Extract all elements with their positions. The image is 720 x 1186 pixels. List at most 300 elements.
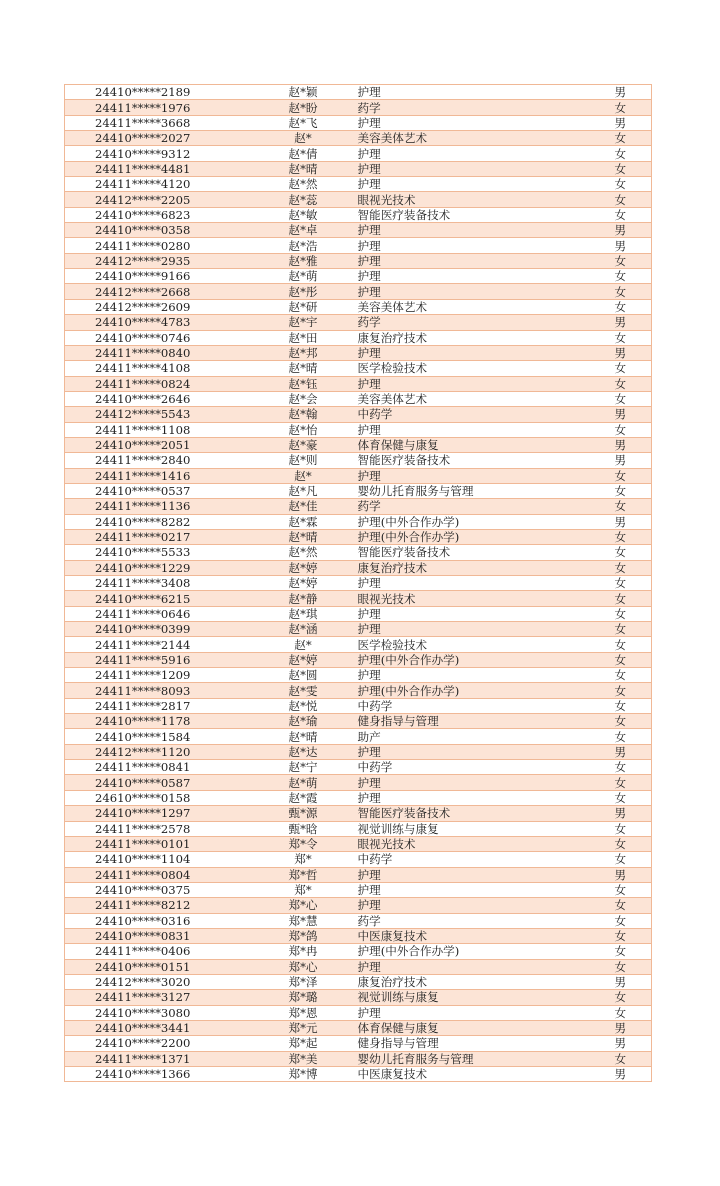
major-cell: 护理 <box>352 177 590 192</box>
major-cell: 康复治疗技术 <box>352 974 590 989</box>
student-id-cell: 24411*****1976 <box>65 100 255 115</box>
gender-cell: 男 <box>590 223 652 238</box>
student-name-cell: 赵*卓 <box>255 223 352 238</box>
table-row <box>65 85 652 100</box>
student-name-cell: 赵*田 <box>255 330 352 345</box>
gender-cell: 女 <box>590 990 652 1005</box>
gender-cell: 女 <box>590 591 652 606</box>
gender-cell: 女 <box>590 852 652 867</box>
student-name-cell: 赵*静 <box>255 591 352 606</box>
student-id-cell: 24410*****0151 <box>65 959 255 974</box>
table-row <box>65 330 652 345</box>
gender-cell: 女 <box>590 576 652 591</box>
major-cell: 中药学 <box>352 407 590 422</box>
student-id-cell: 24412*****2935 <box>65 253 255 268</box>
student-name-cell: 赵*敏 <box>255 207 352 222</box>
table-row <box>65 852 652 867</box>
gender-cell: 男 <box>590 806 652 821</box>
student-name-cell: 郑*博 <box>255 1067 352 1082</box>
student-id-cell: 24411*****3668 <box>65 115 255 130</box>
student-id-cell: 24610*****0158 <box>65 790 255 805</box>
student-name-cell: 郑*起 <box>255 1036 352 1051</box>
major-cell: 护理 <box>352 115 590 130</box>
gender-cell: 女 <box>590 913 652 928</box>
student-id-cell: 24412*****5543 <box>65 407 255 422</box>
table-row <box>65 131 652 146</box>
student-name-cell: 赵*浩 <box>255 238 352 253</box>
gender-cell: 女 <box>590 529 652 544</box>
major-cell: 眼视光技术 <box>352 836 590 851</box>
major-cell: 智能医疗装备技术 <box>352 545 590 560</box>
student-name-cell: 郑*令 <box>255 836 352 851</box>
gender-cell: 女 <box>590 560 652 575</box>
student-id-cell: 24411*****1108 <box>65 422 255 437</box>
student-name-cell: 赵*瑜 <box>255 714 352 729</box>
student-name-cell: 赵*钰 <box>255 376 352 391</box>
student-id-cell: 24410*****0358 <box>65 223 255 238</box>
student-id-cell: 24411*****2144 <box>65 637 255 652</box>
major-cell: 护理 <box>352 1005 590 1020</box>
student-id-cell: 24410*****5533 <box>65 545 255 560</box>
student-id-cell: 24412*****2609 <box>65 299 255 314</box>
gender-cell: 女 <box>590 284 652 299</box>
gender-cell: 女 <box>590 361 652 376</box>
gender-cell: 女 <box>590 775 652 790</box>
student-name-cell: 郑*美 <box>255 1051 352 1066</box>
student-id-cell: 24410*****1229 <box>65 560 255 575</box>
student-id-cell: 24410*****1104 <box>65 852 255 867</box>
student-id-cell: 24411*****5916 <box>65 652 255 667</box>
table-row <box>65 177 652 192</box>
gender-cell: 女 <box>590 790 652 805</box>
table-row <box>65 790 652 805</box>
table-row <box>65 560 652 575</box>
student-name-cell: 赵* <box>255 131 352 146</box>
major-cell: 医学检验技术 <box>352 637 590 652</box>
table-row <box>65 284 652 299</box>
table-row <box>65 698 652 713</box>
student-id-cell: 24411*****0804 <box>65 867 255 882</box>
student-id-cell: 24411*****0824 <box>65 376 255 391</box>
student-name-cell: 赵*萌 <box>255 775 352 790</box>
student-id-cell: 24410*****3080 <box>65 1005 255 1020</box>
student-name-cell: 赵*涵 <box>255 622 352 637</box>
gender-cell: 女 <box>590 468 652 483</box>
table-row <box>65 207 652 222</box>
gender-cell: 女 <box>590 729 652 744</box>
student-name-cell: 赵*婷 <box>255 576 352 591</box>
student-name-cell: 赵*萌 <box>255 269 352 284</box>
table-row <box>65 928 652 943</box>
table-row <box>65 299 652 314</box>
major-cell: 康复治疗技术 <box>352 560 590 575</box>
gender-cell: 男 <box>590 974 652 989</box>
gender-cell: 男 <box>590 437 652 452</box>
student-id-cell: 24410*****2646 <box>65 391 255 406</box>
major-cell: 护理 <box>352 576 590 591</box>
gender-cell: 女 <box>590 944 652 959</box>
student-name-cell: 赵*晴 <box>255 361 352 376</box>
student-name-cell: 郑*恩 <box>255 1005 352 1020</box>
gender-cell: 女 <box>590 760 652 775</box>
gender-cell: 男 <box>590 1020 652 1035</box>
student-name-cell: 赵*达 <box>255 744 352 759</box>
gender-cell: 女 <box>590 622 652 637</box>
major-cell: 美容美体艺术 <box>352 131 590 146</box>
table-row <box>65 115 652 130</box>
major-cell: 护理 <box>352 898 590 913</box>
student-id-cell: 24410*****0831 <box>65 928 255 943</box>
student-name-cell: 赵*豪 <box>255 437 352 452</box>
table-row <box>65 161 652 176</box>
student-name-cell: 郑*冉 <box>255 944 352 959</box>
major-cell: 中药学 <box>352 852 590 867</box>
major-cell: 护理 <box>352 238 590 253</box>
student-id-cell: 24411*****0280 <box>65 238 255 253</box>
table-row <box>65 483 652 498</box>
major-cell: 药学 <box>352 499 590 514</box>
student-name-cell: 赵*佳 <box>255 499 352 514</box>
gender-cell: 女 <box>590 821 652 836</box>
major-cell: 智能医疗装备技术 <box>352 453 590 468</box>
student-id-cell: 24411*****4481 <box>65 161 255 176</box>
gender-cell: 女 <box>590 714 652 729</box>
student-id-cell: 24410*****9166 <box>65 269 255 284</box>
student-name-cell: 赵*宇 <box>255 315 352 330</box>
gender-cell: 女 <box>590 545 652 560</box>
major-cell: 医学检验技术 <box>352 361 590 376</box>
student-name-cell: 赵*圆 <box>255 668 352 683</box>
student-name-cell: 赵*翰 <box>255 407 352 422</box>
student-name-cell: 赵*彤 <box>255 284 352 299</box>
major-cell: 中药学 <box>352 760 590 775</box>
table-row <box>65 1020 652 1035</box>
student-name-cell: 赵*蕊 <box>255 192 352 207</box>
gender-cell: 男 <box>590 1036 652 1051</box>
gender-cell: 女 <box>590 606 652 621</box>
student-id-cell: 24410*****8282 <box>65 514 255 529</box>
gender-cell: 男 <box>590 115 652 130</box>
major-cell: 药学 <box>352 100 590 115</box>
gender-cell: 女 <box>590 836 652 851</box>
table-row <box>65 591 652 606</box>
table-row <box>65 867 652 882</box>
major-cell: 护理 <box>352 345 590 360</box>
student-id-cell: 24411*****4120 <box>65 177 255 192</box>
table-row <box>65 1051 652 1066</box>
gender-cell: 女 <box>590 1051 652 1066</box>
table-row <box>65 1036 652 1051</box>
student-name-cell: 赵*然 <box>255 177 352 192</box>
major-cell: 健身指导与管理 <box>352 1036 590 1051</box>
student-id-cell: 24411*****3127 <box>65 990 255 1005</box>
student-id-cell: 24411*****0646 <box>65 606 255 621</box>
gender-cell: 男 <box>590 85 652 100</box>
major-cell: 眼视光技术 <box>352 591 590 606</box>
student-name-cell: 赵*会 <box>255 391 352 406</box>
major-cell: 护理 <box>352 959 590 974</box>
major-cell: 视觉训练与康复 <box>352 990 590 1005</box>
major-cell: 护理 <box>352 882 590 897</box>
student-id-cell: 24410*****0587 <box>65 775 255 790</box>
table-row <box>65 529 652 544</box>
table-row <box>65 974 652 989</box>
table-row <box>65 361 652 376</box>
table-row <box>65 437 652 452</box>
table-row <box>65 499 652 514</box>
table-row <box>65 637 652 652</box>
table-row <box>65 514 652 529</box>
student-id-cell: 24410*****2027 <box>65 131 255 146</box>
student-name-cell: 赵*雯 <box>255 683 352 698</box>
major-cell: 护理 <box>352 284 590 299</box>
student-name-cell: 郑*慧 <box>255 913 352 928</box>
table-row <box>65 345 652 360</box>
student-id-cell: 24410*****1297 <box>65 806 255 821</box>
major-cell: 婴幼儿托育服务与管理 <box>352 1051 590 1066</box>
table-row <box>65 683 652 698</box>
gender-cell: 女 <box>590 146 652 161</box>
table-row <box>65 913 652 928</box>
student-name-cell: 赵*晴 <box>255 161 352 176</box>
student-name-cell: 赵*怡 <box>255 422 352 437</box>
gender-cell: 女 <box>590 253 652 268</box>
major-cell: 护理 <box>352 668 590 683</box>
gender-cell: 女 <box>590 637 652 652</box>
student-name-cell: 赵*琪 <box>255 606 352 621</box>
student-id-cell: 24411*****0217 <box>65 529 255 544</box>
table-row <box>65 1005 652 1020</box>
student-name-cell: 赵*颖 <box>255 85 352 100</box>
table-row <box>65 898 652 913</box>
major-cell: 婴幼儿托育服务与管理 <box>352 483 590 498</box>
major-cell: 视觉训练与康复 <box>352 821 590 836</box>
major-cell: 护理 <box>352 161 590 176</box>
student-name-cell: 郑* <box>255 882 352 897</box>
student-id-cell: 24410*****1584 <box>65 729 255 744</box>
student-id-cell: 24410*****2200 <box>65 1036 255 1051</box>
gender-cell: 女 <box>590 652 652 667</box>
student-id-cell: 24410*****2189 <box>65 85 255 100</box>
gender-cell: 女 <box>590 959 652 974</box>
major-cell: 护理 <box>352 253 590 268</box>
table-row <box>65 806 652 821</box>
student-name-cell: 赵*晴 <box>255 529 352 544</box>
table-row <box>65 269 652 284</box>
table-row <box>65 253 652 268</box>
student-name-cell: 郑*璐 <box>255 990 352 1005</box>
major-cell: 体育保健与康复 <box>352 437 590 452</box>
gender-cell: 男 <box>590 407 652 422</box>
major-cell: 护理 <box>352 269 590 284</box>
student-name-cell: 赵*霖 <box>255 514 352 529</box>
table-row <box>65 882 652 897</box>
major-cell: 眼视光技术 <box>352 192 590 207</box>
student-id-cell: 24410*****1366 <box>65 1067 255 1082</box>
gender-cell: 女 <box>590 898 652 913</box>
student-id-cell: 24410*****0746 <box>65 330 255 345</box>
student-name-cell: 郑* <box>255 852 352 867</box>
student-id-cell: 24410*****6823 <box>65 207 255 222</box>
table-row <box>65 821 652 836</box>
table-row <box>65 407 652 422</box>
student-id-cell: 24412*****3020 <box>65 974 255 989</box>
student-id-cell: 24412*****1120 <box>65 744 255 759</box>
gender-cell: 男 <box>590 514 652 529</box>
gender-cell: 女 <box>590 499 652 514</box>
student-id-cell: 24410*****1178 <box>65 714 255 729</box>
gender-cell: 女 <box>590 698 652 713</box>
table-row <box>65 576 652 591</box>
gender-cell: 女 <box>590 668 652 683</box>
gender-cell: 女 <box>590 683 652 698</box>
student-id-cell: 24411*****0841 <box>65 760 255 775</box>
student-name-cell: 赵*雅 <box>255 253 352 268</box>
major-cell: 中医康复技术 <box>352 928 590 943</box>
student-id-cell: 24411*****3408 <box>65 576 255 591</box>
student-name-cell: 赵*则 <box>255 453 352 468</box>
gender-cell: 男 <box>590 453 652 468</box>
major-cell: 护理 <box>352 223 590 238</box>
student-name-cell: 赵*宁 <box>255 760 352 775</box>
gender-cell: 女 <box>590 161 652 176</box>
student-id-cell: 24410*****4783 <box>65 315 255 330</box>
student-id-cell: 24410*****0375 <box>65 882 255 897</box>
student-id-cell: 24410*****0537 <box>65 483 255 498</box>
table-row <box>65 836 652 851</box>
table-row <box>65 668 652 683</box>
major-cell: 药学 <box>352 913 590 928</box>
gender-cell: 男 <box>590 315 652 330</box>
major-cell: 护理 <box>352 422 590 437</box>
student-name-cell: 甄*源 <box>255 806 352 821</box>
student-id-cell: 24410*****0399 <box>65 622 255 637</box>
major-cell: 智能医疗装备技术 <box>352 207 590 222</box>
major-cell: 护理 <box>352 775 590 790</box>
major-cell: 护理 <box>352 606 590 621</box>
gender-cell: 女 <box>590 376 652 391</box>
table-row <box>65 959 652 974</box>
gender-cell: 女 <box>590 483 652 498</box>
gender-cell: 女 <box>590 928 652 943</box>
gender-cell: 女 <box>590 100 652 115</box>
table-row <box>65 146 652 161</box>
student-list-body <box>65 85 652 1082</box>
gender-cell: 女 <box>590 269 652 284</box>
student-id-cell: 24411*****4108 <box>65 361 255 376</box>
student-name-cell: 郑*鸽 <box>255 928 352 943</box>
gender-cell: 女 <box>590 882 652 897</box>
table-row <box>65 744 652 759</box>
table-row <box>65 453 652 468</box>
major-cell: 护理 <box>352 622 590 637</box>
major-cell: 护理(中外合作办学) <box>352 514 590 529</box>
student-name-cell: 郑*哲 <box>255 867 352 882</box>
major-cell: 护理(中外合作办学) <box>352 683 590 698</box>
gender-cell: 女 <box>590 391 652 406</box>
major-cell: 护理 <box>352 790 590 805</box>
table-row <box>65 760 652 775</box>
student-id-cell: 24411*****1371 <box>65 1051 255 1066</box>
student-name-cell: 赵* <box>255 637 352 652</box>
student-name-cell: 赵* <box>255 468 352 483</box>
table-row <box>65 545 652 560</box>
student-list-table <box>64 84 652 1082</box>
student-name-cell: 赵*婷 <box>255 560 352 575</box>
major-cell: 美容美体艺术 <box>352 299 590 314</box>
gender-cell: 男 <box>590 1067 652 1082</box>
student-id-cell: 24411*****0406 <box>65 944 255 959</box>
table-row <box>65 729 652 744</box>
gender-cell: 女 <box>590 131 652 146</box>
student-id-cell: 24412*****2205 <box>65 192 255 207</box>
gender-cell: 女 <box>590 422 652 437</box>
student-id-cell: 24410*****9312 <box>65 146 255 161</box>
gender-cell: 男 <box>590 345 652 360</box>
table-row <box>65 944 652 959</box>
student-id-cell: 24411*****2578 <box>65 821 255 836</box>
student-id-cell: 24410*****3441 <box>65 1020 255 1035</box>
student-name-cell: 郑*心 <box>255 959 352 974</box>
student-name-cell: 赵*然 <box>255 545 352 560</box>
gender-cell: 男 <box>590 238 652 253</box>
student-name-cell: 郑*泽 <box>255 974 352 989</box>
gender-cell: 女 <box>590 192 652 207</box>
table-row <box>65 1067 652 1082</box>
student-name-cell: 赵*盼 <box>255 100 352 115</box>
table-row <box>65 100 652 115</box>
table-row <box>65 775 652 790</box>
table-row <box>65 192 652 207</box>
student-name-cell: 赵*倩 <box>255 146 352 161</box>
table-row <box>65 990 652 1005</box>
student-name-cell: 郑*心 <box>255 898 352 913</box>
major-cell: 护理 <box>352 867 590 882</box>
gender-cell: 女 <box>590 207 652 222</box>
major-cell: 护理 <box>352 744 590 759</box>
table-row <box>65 391 652 406</box>
student-name-cell: 赵*凡 <box>255 483 352 498</box>
major-cell: 智能医疗装备技术 <box>352 806 590 821</box>
major-cell: 护理 <box>352 376 590 391</box>
student-id-cell: 24410*****2051 <box>65 437 255 452</box>
student-name-cell: 赵*邦 <box>255 345 352 360</box>
major-cell: 中医康复技术 <box>352 1067 590 1082</box>
table-row <box>65 376 652 391</box>
gender-cell: 女 <box>590 1005 652 1020</box>
major-cell: 护理 <box>352 85 590 100</box>
student-name-cell: 甄*晗 <box>255 821 352 836</box>
student-name-cell: 赵*晴 <box>255 729 352 744</box>
student-name-cell: 赵*霞 <box>255 790 352 805</box>
major-cell: 助产 <box>352 729 590 744</box>
gender-cell: 男 <box>590 744 652 759</box>
major-cell: 康复治疗技术 <box>352 330 590 345</box>
table-row <box>65 223 652 238</box>
student-id-cell: 24410*****6215 <box>65 591 255 606</box>
gender-cell: 女 <box>590 299 652 314</box>
major-cell: 美容美体艺术 <box>352 391 590 406</box>
table-row <box>65 622 652 637</box>
major-cell: 健身指导与管理 <box>352 714 590 729</box>
table-row <box>65 468 652 483</box>
table-row <box>65 714 652 729</box>
student-id-cell: 24410*****0316 <box>65 913 255 928</box>
major-cell: 中药学 <box>352 698 590 713</box>
major-cell: 护理 <box>352 468 590 483</box>
major-cell: 护理(中外合作办学) <box>352 944 590 959</box>
student-id-cell: 24411*****8093 <box>65 683 255 698</box>
